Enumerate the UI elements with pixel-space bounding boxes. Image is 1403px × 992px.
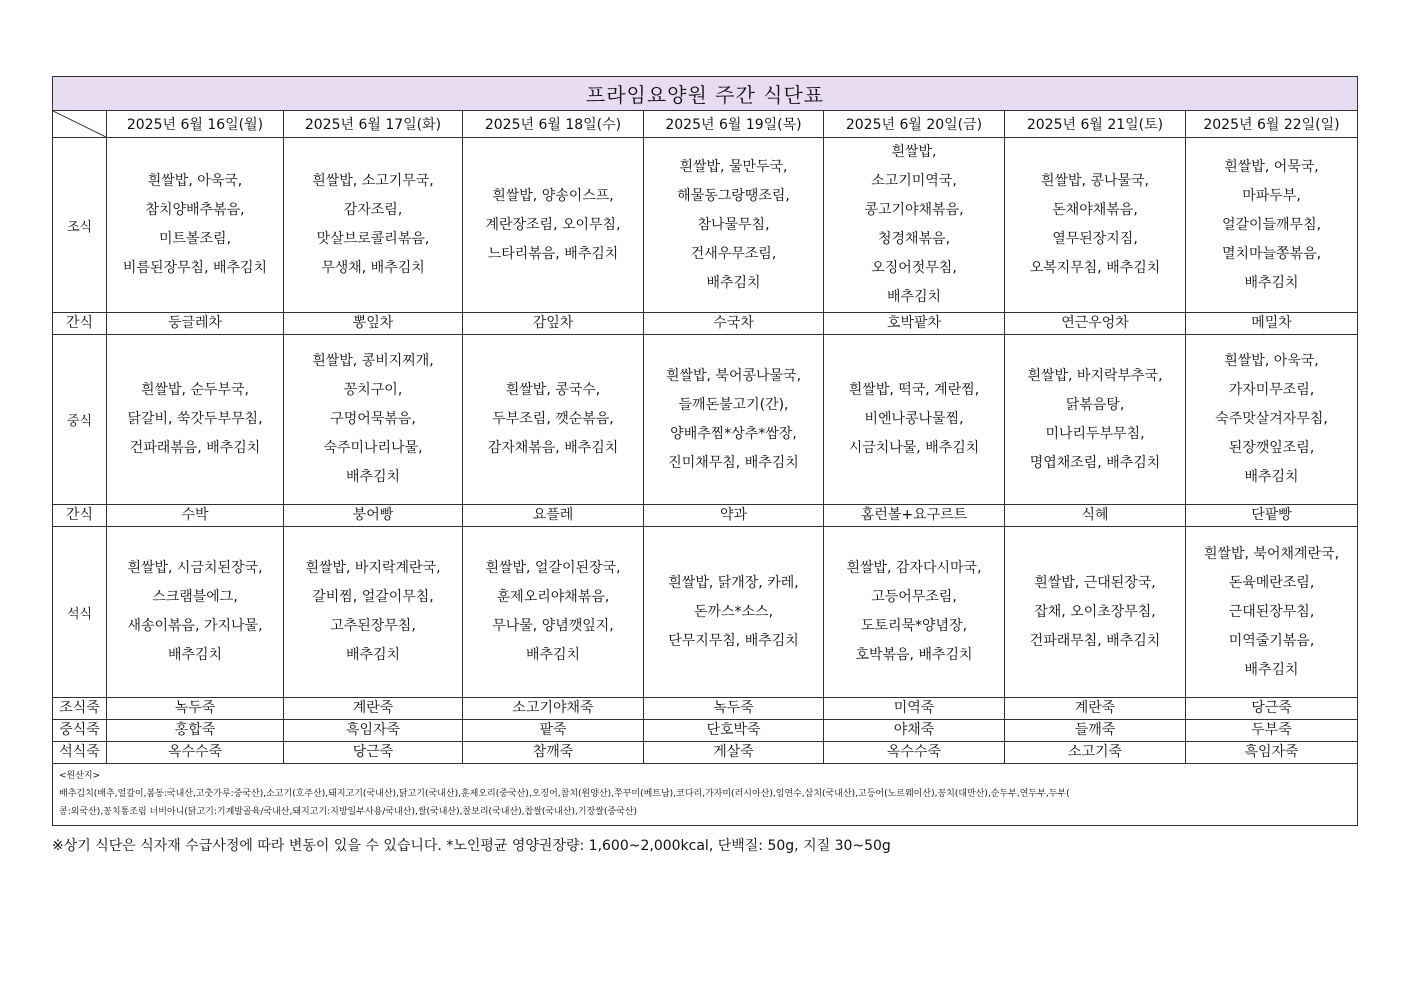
diagonal-line bbox=[53, 111, 106, 137]
lunch-cell bbox=[1005, 335, 1186, 505]
origin-row bbox=[53, 764, 1358, 826]
porridge-cell: 팥죽 bbox=[463, 720, 644, 742]
corner-cell bbox=[53, 111, 107, 138]
date-header: 2025년 6월 16일(월) bbox=[107, 111, 284, 138]
dinner-porridge-row bbox=[53, 742, 1358, 764]
menu-item-line: 흰쌀밥, 어묵국, bbox=[1224, 158, 1319, 175]
menu-item-line: 감자채볶음, 배추김치 bbox=[487, 440, 619, 456]
menu-item-line: 미트볼조림, bbox=[158, 231, 232, 247]
dinner-cell bbox=[463, 527, 644, 698]
menu-item-line: 들깨돈불고기(간), bbox=[678, 396, 789, 413]
menu-item-line: 훈제오리야채볶음, bbox=[496, 589, 610, 605]
porridge-cell: 계란죽 bbox=[284, 698, 463, 720]
dinner-cell bbox=[644, 527, 824, 698]
porridge-cell: 홍합죽 bbox=[107, 720, 284, 742]
dinner-cell bbox=[1005, 527, 1186, 698]
menu-item-line: 흰쌀밥, 근대된장국, bbox=[1034, 574, 1156, 591]
menu-item-line: 무생채, 배추김치 bbox=[321, 260, 425, 276]
date-row bbox=[53, 111, 1358, 138]
menu-item-line: 흰쌀밥, 소고기무국, bbox=[312, 173, 434, 189]
menu-item-line: 맛살브로콜리볶음, bbox=[316, 231, 430, 247]
porridge-cell: 단호박죽 bbox=[644, 720, 824, 742]
porridge-cell: 녹두죽 bbox=[644, 698, 824, 720]
menu-item-line: 닭갈비, 쑥갓두부무침, bbox=[127, 411, 263, 427]
porridge-cell: 옥수수죽 bbox=[824, 742, 1005, 764]
menu-item-line: 고등어무조림, bbox=[871, 589, 957, 605]
menu-item-line: 구멍어묵볶음, bbox=[330, 411, 416, 427]
menu-item-line: 얼갈이들깨무침, bbox=[1221, 216, 1322, 233]
dinner-row bbox=[53, 527, 1358, 698]
dinner-cell bbox=[284, 527, 463, 698]
menu-item-line: 비엔나콩나물찜, bbox=[864, 411, 964, 427]
menu-item-line: 돈채야채볶음, bbox=[1052, 202, 1138, 218]
porridge-cell: 당근죽 bbox=[1186, 698, 1358, 720]
breakfast-label: 조식 bbox=[53, 138, 107, 313]
menu-item-line: 배추김치 bbox=[1244, 661, 1299, 678]
porridge-cell: 두부죽 bbox=[1186, 720, 1358, 742]
menu-item-line: 흰쌀밥, 바지락부추국, bbox=[1027, 367, 1163, 384]
menu-item-line: 고추된장무침, bbox=[330, 618, 416, 634]
menu-item-line: 흰쌀밥, 아욱국, bbox=[1224, 353, 1319, 369]
porridge-cell: 소고기야채죽 bbox=[463, 698, 644, 720]
menu-item-line: 무나물, 양념깻잎지, bbox=[492, 618, 614, 634]
lunch-cell bbox=[644, 335, 824, 505]
snack2-cell: 붕어빵 bbox=[284, 505, 463, 527]
menu-item-line: 흰쌀밥, 바지락계란국, bbox=[305, 560, 441, 576]
menu-item-line: 돈까스*소스, bbox=[693, 603, 774, 620]
porridge-cell: 참깨죽 bbox=[463, 742, 644, 764]
dinner-cell bbox=[107, 527, 284, 698]
snack1-row bbox=[53, 313, 1358, 335]
menu-item-line: 흰쌀밥, 물만두국, bbox=[679, 158, 788, 175]
lunch-cell bbox=[1186, 335, 1358, 505]
menu-item-line: 명엽채조림, 배추김치 bbox=[1029, 454, 1161, 471]
menu-item-line: 갈비찜, 얼갈이무침, bbox=[312, 589, 434, 605]
menu-item-line: 스크램블에그, bbox=[152, 589, 238, 605]
breakfast-row bbox=[53, 138, 1358, 313]
breakfast-cell bbox=[1005, 138, 1186, 313]
menu-item-line: 흰쌀밥, 순두부국, bbox=[140, 382, 250, 398]
origin-cell bbox=[53, 764, 1358, 826]
dinner-label: 석식 bbox=[53, 527, 107, 698]
date-header: 2025년 6월 17일(화) bbox=[284, 111, 463, 138]
porridge-cell: 게살죽 bbox=[644, 742, 824, 764]
snack2-row bbox=[53, 505, 1358, 527]
menu-item-line: 오복지무침, 배추김치 bbox=[1029, 260, 1161, 276]
breakfast-cell bbox=[644, 138, 824, 313]
menu-item-line: 진미채무침, 배추김치 bbox=[668, 454, 799, 471]
dinner-cell bbox=[1186, 527, 1358, 698]
snack1-cell: 둥글레차 bbox=[107, 313, 284, 335]
porridge-cell: 옥수수죽 bbox=[107, 742, 284, 764]
menu-item-line: 배추김치 bbox=[345, 469, 401, 485]
lunch-cell bbox=[824, 335, 1005, 505]
date-header: 2025년 6월 20일(금) bbox=[824, 111, 1005, 138]
menu-item-line: 단무지무침, 배추김치 bbox=[668, 632, 799, 649]
menu-item-line: 흰쌀밥, 아욱국, bbox=[147, 173, 243, 189]
menu-item-line: 느타리볶음, 배추김치 bbox=[487, 245, 619, 262]
menu-item-line: 배추김치 bbox=[167, 647, 223, 663]
snack1-cell: 감잎차 bbox=[463, 313, 644, 335]
menu-item-line: 호박볶음, 배추김치 bbox=[855, 647, 973, 663]
breakfast-porridge-label: 조식죽 bbox=[53, 698, 107, 720]
menu-item-line: 청경채볶음, bbox=[877, 231, 951, 247]
menu-item-line: 배추김치 bbox=[1244, 274, 1299, 291]
snack1-cell: 연근우엉차 bbox=[1005, 313, 1186, 335]
menu-item-line: 흰쌀밥, 북어채계란국, bbox=[1203, 545, 1340, 562]
lunch-cell bbox=[284, 335, 463, 505]
snack2-cell: 홈런볼+요구르트 bbox=[824, 505, 1005, 527]
snack2-cell: 약과 bbox=[644, 505, 824, 527]
snack2-label: 간식 bbox=[53, 505, 107, 527]
snack2-cell: 수박 bbox=[107, 505, 284, 527]
menu-item-line: 양배추찜*상추*쌈장, bbox=[670, 425, 797, 442]
menu-item-line: 미역줄기볶음, bbox=[1228, 632, 1315, 649]
origin-title: <원산지> bbox=[59, 771, 101, 781]
porridge-cell: 계란죽 bbox=[1005, 698, 1186, 720]
lunch-cell bbox=[463, 335, 644, 505]
dinner-porridge-label: 석식죽 bbox=[53, 742, 107, 764]
snack2-cell: 식혜 bbox=[1005, 505, 1186, 527]
menu-item-line: 감자조림, bbox=[343, 202, 403, 218]
menu-item-line: 흰쌀밥, 콩비지찌개, bbox=[312, 353, 434, 369]
menu-item-line: 흰쌀밥, bbox=[891, 144, 937, 160]
date-header: 2025년 6월 21일(토) bbox=[1005, 111, 1186, 138]
menu-item-line: 흰쌀밥, 콩국수, bbox=[505, 382, 601, 398]
footnote: ※상기 식단은 식자재 수급사정에 따라 변동이 있을 수 있습니다. *노인평균 영양권장량: 1,600~2,000kcal, 단백질: 50g, 지질 30~50g bbox=[52, 838, 891, 854]
menu-item-line: 잡채, 오이초장무침, bbox=[1034, 603, 1156, 620]
menu-item-line: 흰쌀밥, 감자다시마국, bbox=[846, 560, 982, 576]
menu-item-line: 소고기미역국, bbox=[871, 173, 957, 189]
breakfast-cell bbox=[284, 138, 463, 313]
breakfast-cell bbox=[824, 138, 1005, 313]
porridge-cell: 들깨죽 bbox=[1005, 720, 1186, 742]
dinner-cell bbox=[824, 527, 1005, 698]
porridge-cell: 흑임자죽 bbox=[284, 720, 463, 742]
menu-item-line: 꽁치구이, bbox=[343, 382, 403, 398]
breakfast-cell bbox=[463, 138, 644, 313]
snack1-label: 간식 bbox=[53, 313, 107, 335]
snack1-cell: 메밀차 bbox=[1186, 313, 1358, 335]
menu-item-line: 흰쌀밥, 콩나물국, bbox=[1040, 173, 1150, 189]
snack1-cell: 뽕잎차 bbox=[284, 313, 463, 335]
date-header: 2025년 6월 18일(수) bbox=[463, 111, 644, 138]
menu-item-line: 닭볶음탕, bbox=[1065, 396, 1125, 413]
menu-item-line: 돈육메란조림, bbox=[1228, 574, 1315, 591]
menu-item-line: 흰쌀밥, 얼갈이된장국, bbox=[485, 560, 621, 576]
breakfast-cell bbox=[107, 138, 284, 313]
menu-item-line: 건새우무조림, bbox=[690, 245, 777, 262]
menu-item-line: 참나물무침, bbox=[697, 216, 770, 233]
menu-item-line: 근대된장무침, bbox=[1228, 603, 1315, 620]
menu-item-line: 참치양배추볶음, bbox=[145, 202, 245, 218]
menu-item-line: 건파래볶음, 배추김치 bbox=[129, 440, 261, 456]
porridge-cell: 흑임자죽 bbox=[1186, 742, 1358, 764]
menu-item-line: 가자미무조림, bbox=[1228, 382, 1315, 398]
menu-item-line: 흰쌀밥, 닭개장, 카레, bbox=[668, 574, 799, 591]
snack1-cell: 수국차 bbox=[644, 313, 824, 335]
menu-item-line: 도토리묵*양념장, bbox=[860, 618, 968, 634]
menu-item-line: 숙주미나리나물, bbox=[323, 440, 423, 456]
origin-line: 콩:외국산),꽁치통조림 너비아니(닭고기:기계발골육/국내산,돼지고기:지방일부사용/국내산),쌀(국내산),찰보리(국내산),찹쌀(국내산),기장쌀(중국산) bbox=[59, 807, 638, 817]
date-header: 2025년 6월 22일(일) bbox=[1186, 111, 1358, 138]
menu-item-line: 흰쌀밥, 양송이스프, bbox=[492, 187, 614, 204]
menu-item-line: 배추김치 bbox=[345, 647, 401, 663]
title-row bbox=[53, 77, 1358, 111]
lunch-row bbox=[53, 335, 1358, 505]
date-header: 2025년 6월 19일(목) bbox=[644, 111, 824, 138]
origin-line: 배추김치(배추,얼갈이,봄동:국내산,고춧가루:중국산),소고기(호주산),돼지고기(국내산),닭고기(국내산),훈제오리(중국산),오징어,참치(원양산),쭈꾸미(베트남),코다리,가자미(러시아산),임연수,삼치(국내산),고등어(노르웨이산),꽁치(대만산),순두부,연두부,두부( bbox=[59, 789, 1070, 799]
menu-item-line: 비름된장무침, 배추김치 bbox=[122, 260, 268, 276]
porridge-cell: 녹두죽 bbox=[107, 698, 284, 720]
snack2-cell: 단팥빵 bbox=[1186, 505, 1358, 527]
menu-item-line: 열무된장지짐, bbox=[1052, 231, 1138, 247]
menu-item-line: 멸치마늘쫑볶음, bbox=[1221, 245, 1322, 262]
menu-item-line: 건파래무침, 배추김치 bbox=[1029, 632, 1161, 649]
porridge-cell: 소고기죽 bbox=[1005, 742, 1186, 764]
menu-item-line: 배추김치 bbox=[1244, 469, 1299, 485]
porridge-cell: 미역죽 bbox=[824, 698, 1005, 720]
menu-item-line: 숙주맛살겨자무침, bbox=[1215, 411, 1328, 427]
snack2-cell: 요플레 bbox=[463, 505, 644, 527]
lunch-label: 중식 bbox=[53, 335, 107, 505]
menu-item-line: 시금치나물, 배추김치 bbox=[848, 440, 980, 456]
menu-item-line: 흰쌀밥, 떡국, 계란찜, bbox=[848, 382, 980, 398]
porridge-cell: 당근죽 bbox=[284, 742, 463, 764]
lunch-porridge-label: 중식죽 bbox=[53, 720, 107, 742]
menu-item-line: 두부조림, 깻순볶음, bbox=[492, 411, 614, 427]
menu-item-line: 계란장조림, 오이무침, bbox=[485, 216, 621, 233]
lunch-cell bbox=[107, 335, 284, 505]
breakfast-porridge-row bbox=[53, 698, 1358, 720]
menu-item-line: 배추김치 bbox=[886, 289, 942, 305]
porridge-cell: 야채죽 bbox=[824, 720, 1005, 742]
menu-item-line: 새송이볶음, 가지나물, bbox=[127, 618, 263, 634]
menu-item-line: 흰쌀밥, 북어콩나물국, bbox=[665, 367, 802, 384]
weekly-menu-table bbox=[52, 76, 1358, 826]
menu-item-line: 콩고기야채볶음, bbox=[864, 202, 964, 218]
snack1-cell: 호박팥차 bbox=[824, 313, 1005, 335]
menu-item-line: 해물동그랑땡조림, bbox=[677, 187, 790, 204]
breakfast-cell bbox=[1186, 138, 1358, 313]
menu-item-line: 흰쌀밥, 시금치된장국, bbox=[127, 560, 263, 576]
menu-item-line: 된장깻잎조림, bbox=[1228, 440, 1315, 456]
lunch-porridge-row bbox=[53, 720, 1358, 742]
menu-item-line: 배추김치 bbox=[706, 274, 761, 291]
menu-title: 프라임요양원 주간 식단표 bbox=[53, 77, 1358, 111]
menu-item-line: 마파두부, bbox=[1242, 187, 1301, 204]
menu-item-line: 미나리두부무침, bbox=[1045, 425, 1145, 442]
menu-item-line: 배추김치 bbox=[525, 647, 581, 663]
menu-item-line: 오징어젓무침, bbox=[871, 260, 957, 276]
